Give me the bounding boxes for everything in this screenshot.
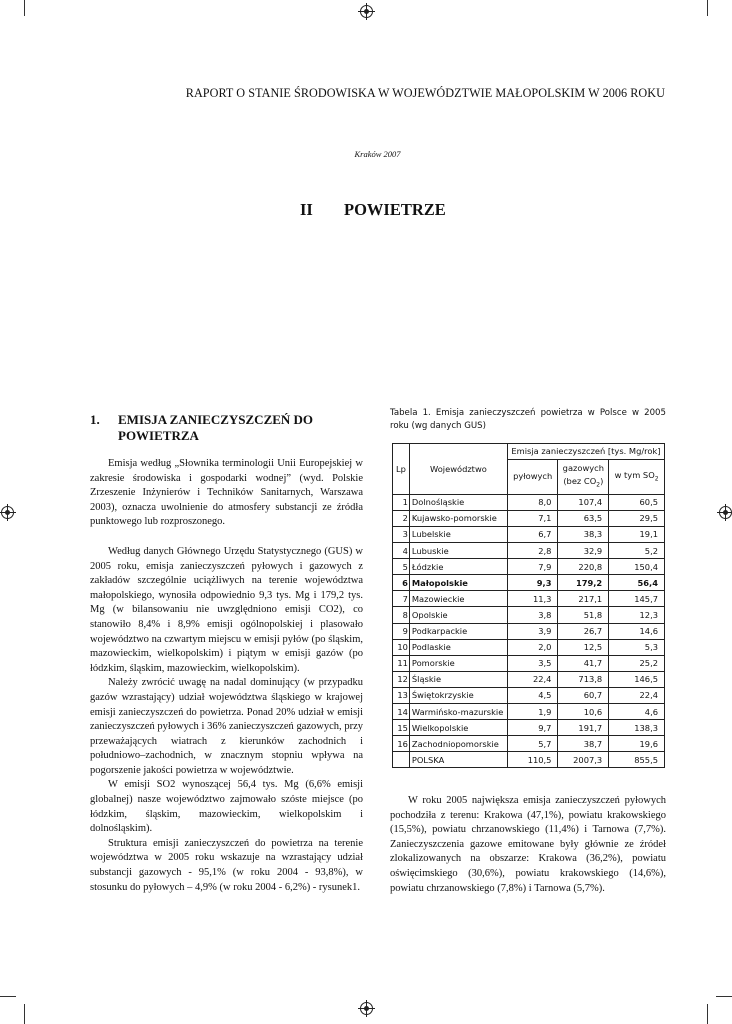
table-row [393, 575, 665, 591]
cell-gazowych: 51,8 [558, 607, 609, 623]
cell-gazowych: 10,6 [558, 703, 609, 719]
cell-wojewodztwo: Świętokrzyskie [409, 687, 507, 703]
table-body [393, 494, 665, 768]
cell-lp: 11 [393, 655, 410, 671]
cell-gazowych: 12,5 [558, 639, 609, 655]
cell-pylowych: 110,5 [507, 752, 558, 768]
cell-wojewodztwo: Lubuskie [409, 543, 507, 559]
cell-wojewodztwo: Pomorskie [409, 655, 507, 671]
cell-wojewodztwo: Dolnośląskie [409, 494, 507, 510]
cell-so2: 855,5 [609, 752, 665, 768]
table-row [393, 655, 665, 671]
cell-wojewodztwo: Podlaskie [409, 639, 507, 655]
cell-so2: 14,6 [609, 623, 665, 639]
table-row [393, 559, 665, 575]
cell-so2: 4,6 [609, 703, 665, 719]
cell-gazowych: 26,7 [558, 623, 609, 639]
table-row [393, 671, 665, 687]
crop-mark [0, 996, 16, 997]
emission-table [392, 443, 665, 768]
cell-pylowych: 3,8 [507, 607, 558, 623]
cell-lp: 16 [393, 736, 410, 752]
cell-wojewodztwo: POLSKA [409, 752, 507, 768]
cell-so2: 145,7 [609, 591, 665, 607]
cell-pylowych: 3,9 [507, 623, 558, 639]
cell-gazowych: 41,7 [558, 655, 609, 671]
chapter-number: II [300, 200, 313, 219]
right-column-text [390, 794, 666, 896]
cell-lp: 1 [393, 494, 410, 510]
cell-lp: 4 [393, 543, 410, 559]
cell-lp: 12 [393, 671, 410, 687]
cell-lp: 14 [393, 703, 410, 719]
chapter-title: POWIETRZE [344, 200, 446, 219]
registration-mark-icon [1, 506, 14, 519]
crop-mark [24, 1004, 25, 1024]
cell-pylowych: 11,3 [507, 591, 558, 607]
cell-lp: 10 [393, 639, 410, 655]
table-caption: Tabela 1. Emisja zanieczyszczeń powietrza w Polsce w 2005 roku (wg danych GUS) [390, 408, 666, 431]
cell-pylowych: 9,7 [507, 720, 558, 736]
col-header-lp: Lp [393, 444, 410, 495]
table-row [393, 703, 665, 719]
cell-so2: 25,2 [609, 655, 665, 671]
paragraph: Według danych Głównego Urzędu Statystycznego (GUS) w 2005 roku, emisja zanieczyszczeń pyłowych i gazowych z zakładów szczególnie uciążliwych na terenie województwa małopolskiego, wynosiła odpowiednio 9,3 tys. Mg i 179,2 tys. Mg (w bilansowaniu nie uwzględniono emisji CO2), co stanowiło 8,4% i 8,9% emisji ogólnopolskiej i plasowało województwo na czwartym miejscu w emisji pyłów (po śląskim, mazowieckim, wielkopolskim) i piątym w emisji gazów (po łódzkim, śląskim, mazowieckim, wielkopolskim). [90, 545, 363, 674]
table-row [393, 607, 665, 623]
cell-lp: 15 [393, 720, 410, 736]
cell-so2: 19,6 [609, 736, 665, 752]
table-row [393, 639, 665, 655]
cell-pylowych: 5,7 [507, 736, 558, 752]
cell-lp: 6 [393, 575, 410, 591]
cell-so2: 60,5 [609, 494, 665, 510]
registration-mark-icon [360, 5, 373, 18]
crop-mark [24, 0, 25, 16]
cell-lp: 8 [393, 607, 410, 623]
cell-wojewodztwo: Zachodniopomorskie [409, 736, 507, 752]
crop-mark [707, 1004, 708, 1024]
col-header-gazowych [558, 460, 609, 495]
cell-gazowych: 38,7 [558, 736, 609, 752]
table-row [393, 752, 665, 768]
cell-gazowych: 63,5 [558, 510, 609, 526]
cell-gazowych: 191,7 [558, 720, 609, 736]
cell-lp: 7 [393, 591, 410, 607]
cell-pylowych: 7,1 [507, 510, 558, 526]
cell-so2: 138,3 [609, 720, 665, 736]
cell-so2: 5,3 [609, 639, 665, 655]
left-column-text [90, 457, 363, 895]
cell-gazowych: 179,2 [558, 575, 609, 591]
col-header-so2 [609, 460, 665, 495]
cell-so2: 146,5 [609, 671, 665, 687]
cell-pylowych: 22,4 [507, 671, 558, 687]
cell-pylowych: 7,9 [507, 559, 558, 575]
cell-wojewodztwo: Wielkopolskie [409, 720, 507, 736]
paragraph: W roku 2005 największa emisja zanieczyszczeń pyłowych pochodziła z terenu: Krakowa (47,1%), powiatu krakowskiego (15,5%), powiatu chrzanowskiego (11,4%) i Tarnowa (7,7%). Zanieczyszczenia gazowe emitowane były głównie ze źródeł zlokalizowanych na obszarze: Krakowa (36,2%), powiatu oświęcimskiego (30,6%), powiatu krakowskiego (14,6%), powiatu chrzanowskiego (7,8%) i Tarnowa (5,7%). [390, 795, 666, 894]
col-header-wojewodztwo: Województwo [409, 444, 507, 495]
cell-gazowych: 38,3 [558, 526, 609, 542]
so2-index: 2 [654, 475, 659, 483]
col-header-gazowych-label: gazowych [562, 463, 604, 474]
cell-lp: 9 [393, 623, 410, 639]
col-header-gazowych-sub [563, 476, 604, 489]
table-row [393, 591, 665, 607]
cell-gazowych: 60,7 [558, 687, 609, 703]
cell-lp: 5 [393, 559, 410, 575]
sub-index: 2 [596, 481, 601, 489]
cell-wojewodztwo: Opolskie [409, 607, 507, 623]
crop-mark [707, 0, 708, 16]
section-number: 1. [90, 412, 100, 427]
table-row [393, 526, 665, 542]
cell-gazowych: 217,1 [558, 591, 609, 607]
crop-mark [716, 996, 732, 997]
cell-pylowych: 3,5 [507, 655, 558, 671]
cell-wojewodztwo: Kujawsko-pomorskie [409, 510, 507, 526]
cell-so2: 150,4 [609, 559, 665, 575]
cell-wojewodztwo: Warmińsko-mazurskie [409, 703, 507, 719]
paragraph: W emisji SO2 wynoszącej 56,4 tys. Mg (6,6% emisji globalnej) nasze województwo zajmowało szóste miejsce (po łódzkim, śląskim, mazowieckim, wielkopolskim i dolnośląskim). [90, 779, 363, 835]
cell-pylowych: 8,0 [507, 494, 558, 510]
cell-pylowych: 2,0 [507, 639, 558, 655]
cell-wojewodztwo: Mazowieckie [409, 591, 507, 607]
cell-pylowych: 4,5 [507, 687, 558, 703]
col-header-pylowych: pyłowych [507, 460, 558, 495]
running-header: RAPORT O STANIE ŚRODOWISKA W WOJEWÓDZTWIE MAŁOPOLSKIM W 2006 ROKU [185, 86, 665, 100]
cell-pylowych: 9,3 [507, 575, 558, 591]
paragraph: Struktura emisji zanieczyszczeń do powietrza na terenie województwa w 2005 roku wskazuje na wzrastający udział substancji gazowych - 95,1% (w roku 2004 - 93,8%), w stosunku do pyłowych – 4,9% (w roku 2004 - 6,2%) - rysunek1. [90, 837, 363, 893]
cell-so2: 56,4 [609, 575, 665, 591]
table-row [393, 494, 665, 510]
registration-mark-icon [719, 506, 732, 519]
cell-so2: 22,4 [609, 687, 665, 703]
cell-wojewodztwo: Śląskie [409, 671, 507, 687]
paragraph: Emisja według „Słownika terminologii Unii Europejskiej w zakresie środowiska i gospodarki wodnej” (wyd. Polskie Zrzeszenie Inżynierów i Techników Sanitarnych, Warszawa 2003), oznacza uwolnienie do atmosfery substancji ze źródła punktowego lub rozproszonego. [90, 458, 363, 528]
running-subheader: Kraków 2007 [354, 149, 401, 159]
sub-post: ) [600, 476, 604, 487]
registration-mark-icon [360, 1002, 373, 1015]
table-row [393, 623, 665, 639]
cell-lp: 13 [393, 687, 410, 703]
cell-gazowych: 220,8 [558, 559, 609, 575]
cell-so2: 19,1 [609, 526, 665, 542]
cell-wojewodztwo: Małopolskie [409, 575, 507, 591]
cell-lp: 3 [393, 526, 410, 542]
section-heading [90, 412, 358, 444]
chapter-heading [300, 200, 446, 220]
cell-pylowych: 2,8 [507, 543, 558, 559]
cell-gazowych: 107,4 [558, 494, 609, 510]
cell-wojewodztwo: Łódzkie [409, 559, 507, 575]
cell-gazowych: 2007,3 [558, 752, 609, 768]
table-row [393, 543, 665, 559]
sub-pre: (bez CO [563, 476, 597, 487]
paragraph: Należy zwrócić uwagę na nadal dominujący (w przypadku gazów wzrastający) udział województwa śląskiego w krajowej emisji zanieczyszczeń do powietrza. Ponad 20% udział w emisji zanieczyszczeń pyłowych i 36% zanieczyszczeń gazowych, przy przeważających wiatrach z kierunków zachodnich i południowo–zachodnich, w znacznym stopniu wpływa na pogorszenie jakości powietrza w województwie. [90, 677, 363, 776]
cell-wojewodztwo: Lubelskie [409, 526, 507, 542]
table-row [393, 720, 665, 736]
section-title: EMISJA ZANIECZYSZCZEŃ DO POWIETRZA [118, 412, 314, 443]
cell-pylowych: 1,9 [507, 703, 558, 719]
so2-label: w tym SO [614, 469, 655, 480]
cell-so2: 29,5 [609, 510, 665, 526]
cell-so2: 5,2 [609, 543, 665, 559]
table-row [393, 510, 665, 526]
table-row [393, 736, 665, 752]
cell-gazowych: 32,9 [558, 543, 609, 559]
cell-gazowych: 713,8 [558, 671, 609, 687]
cell-wojewodztwo: Podkarpackie [409, 623, 507, 639]
cell-lp: 2 [393, 510, 410, 526]
table-row [393, 687, 665, 703]
cell-so2: 12,3 [609, 607, 665, 623]
cell-pylowych: 6,7 [507, 526, 558, 542]
col-group-header: Emisja zanieczyszczeń [tys. Mg/rok] [507, 444, 664, 460]
cell-lp [393, 752, 410, 768]
